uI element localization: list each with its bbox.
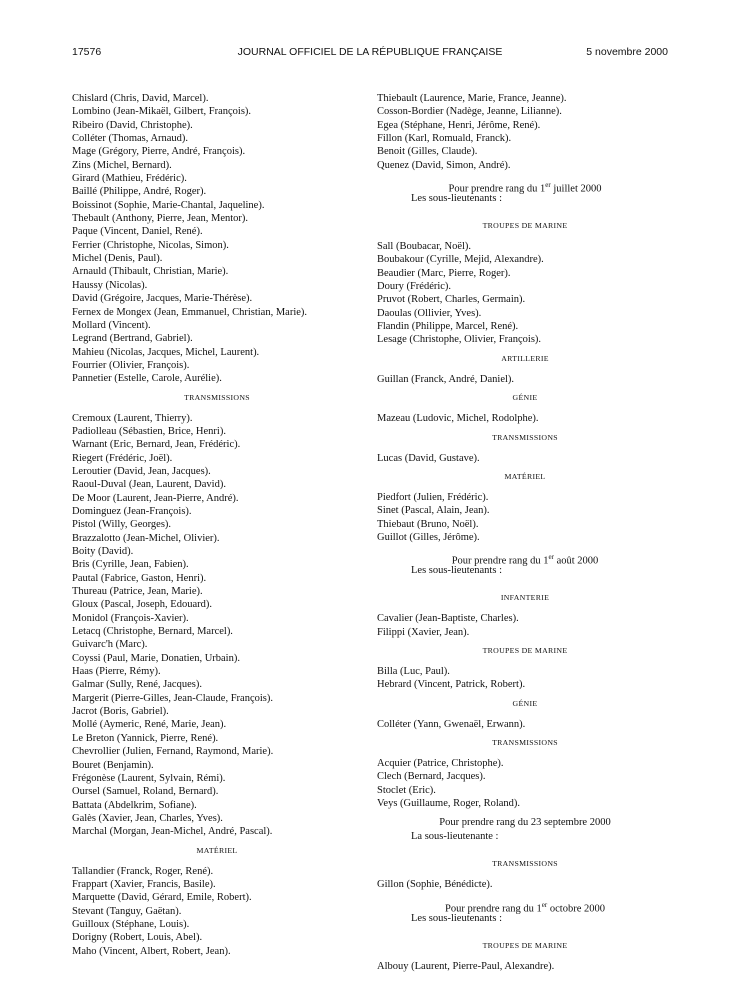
name-entry: Boity (David). (72, 546, 134, 557)
name-entry: Padiolleau (Sébastien, Brice, Henri). (72, 425, 226, 437)
name-entry: Letacq (Christophe, Bernard, Marcel). (72, 626, 233, 638)
name-entry: Clech (Bernard, Jacques). (377, 771, 486, 783)
name-entry: Fernex de Mongex (Jean, Emmanuel, Christian, Marie). (72, 306, 308, 318)
section-heading-genie: GÉNIE (512, 698, 538, 708)
name-entry: Gillon (Sophie, Bénédicte). (377, 879, 493, 891)
section-heading-troupes-de-marine: TROUPES DE MARINE (482, 645, 568, 655)
name-list (377, 373, 673, 386)
name-entry: Albouy (Laurent, Pierre-Paul, Alexandre). (377, 960, 555, 972)
name-entry: Galès (Xavier, Jean, Charles, Yves). (72, 812, 223, 824)
grade-subheading: Les sous-lieutenants : (411, 912, 502, 924)
name-entry: Pistol (Willy, Georges). (72, 519, 172, 531)
name-entry: David (Grégoire, Jacques, Marie-Thérèse). (72, 293, 253, 305)
right-column (377, 92, 673, 973)
name-entry: Mage (Grégory, Pierre, André, François). (72, 146, 246, 158)
name-list (377, 412, 673, 425)
name-entry: Guilloux (Stéphane, Louis). (72, 918, 190, 930)
name-entry: Warnant (Eric, Bernard, Jean, Frédéric). (72, 439, 241, 451)
name-entry: Filippi (Xavier, Jean). (377, 626, 470, 638)
name-entry: Beaudier (Marc, Pierre, Roger). (377, 267, 511, 279)
ordinal-suffix: er (541, 900, 548, 909)
rank-date-text: Pour prendre rang du 1 (444, 903, 542, 915)
name-entry: Sall (Boubacar, Noël). (377, 241, 472, 253)
name-list (377, 960, 673, 973)
name-entry: Maho (Vincent, Albert, Robert, Jean). (72, 945, 231, 957)
name-entry: Frégonèse (Laurent, Sylvain, Rémi). (72, 772, 226, 784)
name-entry: Marchal (Morgan, Jean-Michel, André, Pascal). (72, 826, 273, 838)
section-heading-transmissions: TRANSMISSIONS (492, 432, 558, 442)
section-heading-troupes-de-marine: TROUPES DE MARINE (482, 940, 568, 950)
name-entry: Gloux (Pascal, Joseph, Edouard). (72, 599, 212, 611)
name-entry: Brazzalotto (Jean-Michel, Olivier). (72, 532, 220, 544)
name-entry: Egea (Stéphane, Henri, Jérôme, René). (377, 119, 541, 131)
name-entry: Daoulas (Ollivier, Yves). (377, 307, 482, 319)
name-entry: Battata (Abdelkrim, Sofiane). (72, 799, 197, 811)
rank-date-heading (377, 172, 673, 195)
name-entry: Ribeiro (David, Christophe). (72, 119, 193, 131)
rank-date-text: août 2000 (553, 555, 599, 567)
name-entry: Hebrard (Vincent, Patrick, Robert). (377, 679, 526, 691)
name-entry: Stoclet (Eric). (377, 784, 436, 796)
name-list (377, 92, 673, 172)
name-entry: Lesage (Christophe, Olivier, François). (377, 334, 542, 346)
name-list (72, 865, 362, 958)
name-entry: Monidol (François-Xavier). (72, 612, 189, 624)
name-entry: Oursel (Samuel, Roland, Bernard). (72, 786, 219, 798)
name-entry: Guillan (Franck, André, Daniel). (377, 373, 515, 385)
name-entry: Fourrier (Olivier, François). (72, 359, 190, 371)
name-entry: Lucas (David, Gustave). (377, 452, 480, 464)
name-entry: Mahieu (Nicolas, Jacques, Michel, Laurent). (72, 346, 260, 358)
rank-date-heading (377, 810, 673, 830)
name-entry: Stevant (Tanguy, Gaëtan). (72, 905, 182, 917)
name-entry: Michel (Denis, Paul). (72, 253, 163, 265)
name-entry: Dominguez (Jean-François). (72, 505, 192, 517)
left-column (72, 92, 362, 958)
rank-date-heading (377, 892, 673, 915)
name-entry: Paque (Vincent, Daniel, René). (72, 226, 203, 238)
name-entry: Guillot (Gilles, Jérôme). (377, 531, 480, 543)
grade-subheading: Les sous-lieutenants : (411, 565, 502, 577)
name-entry: Raoul-Duval (Jean, Laurent, David). (72, 479, 226, 491)
name-entry: Tallandier (Franck, Roger, René). (72, 865, 214, 877)
name-entry: Cosson-Bordier (Nadège, Jeanne, Lilianne). (377, 106, 562, 118)
ordinal-suffix: er (548, 553, 554, 562)
name-entry: Frappart (Xavier, Francis, Basile). (72, 878, 216, 890)
section-heading-transmissions: TRANSMISSIONS (184, 392, 250, 402)
name-entry: Cremoux (Laurent, Thierry). (72, 412, 193, 424)
name-list (377, 757, 673, 810)
name-list (72, 92, 362, 386)
name-entry: Pautal (Fabrice, Gaston, Henri). (72, 572, 207, 584)
name-entry: Coyssi (Paul, Marie, Donatien, Urbain). (72, 652, 240, 664)
grade-subheading: Les sous-lieutenants : (411, 193, 502, 205)
section-heading-transmissions: TRANSMISSIONS (492, 737, 558, 747)
name-entry: Pruvot (Robert, Charles, Germain). (377, 294, 526, 306)
name-entry: Marquette (David, Gérard, Emile, Robert). (72, 892, 252, 904)
name-entry: Galmar (Sully, René, Jacques). (72, 679, 202, 691)
name-entry: Baillé (Philippe, André, Roger). (72, 186, 207, 198)
rank-date-text: Pour prendre rang du 1 (448, 183, 546, 195)
name-entry: Mollé (Aymeric, René, Marie, Jean). (72, 719, 227, 731)
name-entry: Chevrollier (Julien, Fernand, Raymond, Marie). (72, 746, 274, 758)
name-entry: Flandin (Philippe, Marcel, René). (377, 321, 519, 333)
section-heading-materiel: MATÉRIEL (504, 471, 546, 481)
name-entry: Haas (Pierre, Rémy). (72, 666, 161, 678)
name-entry: Benoit (Gilles, Claude). (377, 146, 478, 158)
name-entry: Margerit (Pierre-Gilles, Jean-Claude, François). (72, 692, 273, 704)
name-entry: Colléter (Thomas, Arnaud). (72, 133, 189, 145)
name-entry: Jacrot (Boris, Gabriel). (72, 706, 169, 718)
name-entry: Piedfort (Julien, Frédéric). (377, 491, 489, 503)
name-entry: Thureau (Patrice, Jean, Marie). (72, 586, 203, 598)
section-heading-genie: GÉNIE (512, 393, 538, 403)
name-entry: Leroutier (David, Jean, Jacques). (72, 465, 211, 477)
rank-date-text: octobre 2000 (547, 903, 605, 915)
rank-date-text: Pour prendre rang du 23 septembre 2000 (439, 817, 611, 829)
rank-date-text: juillet 2000 (550, 183, 602, 195)
rank-date-heading (377, 544, 673, 567)
ordinal-suffix: er (545, 181, 551, 190)
section-heading-materiel: MATÉRIEL (196, 845, 238, 855)
name-entry: Cavalier (Jean-Baptiste, Charles). (377, 613, 519, 625)
name-entry: Doury (Frédéric). (377, 281, 452, 293)
name-list (377, 491, 673, 544)
name-list (377, 452, 673, 465)
name-entry: Veys (Guillaume, Roger, Roland). (377, 797, 521, 809)
name-entry: Arnauld (Thibault, Christian, Marie). (72, 266, 229, 278)
name-entry: Thiebaut (Bruno, Noël). (377, 518, 479, 530)
page-number: 17576 (72, 46, 102, 58)
name-entry: Bris (Cyrille, Jean, Fabien). (72, 559, 189, 571)
name-entry: Acquier (Patrice, Christophe). (377, 757, 504, 769)
name-entry: Colléter (Yann, Gwenaël, Erwann). (377, 718, 526, 730)
name-entry: Bouret (Benjamin). (72, 759, 154, 771)
issue-date: 5 novembre 2000 (586, 46, 668, 58)
name-entry: Chislard (Chris, David, Marcel). (72, 93, 209, 104)
name-entry: Thiebault (Laurence, Marie, France, Jeanne). (377, 93, 567, 104)
section-heading-transmissions: TRANSMISSIONS (492, 859, 558, 869)
name-entry: Boubakour (Cyrille, Mejid, Alexandre). (377, 254, 544, 266)
name-list (377, 665, 673, 692)
name-entry: Riegert (Frédéric, Joël). (72, 452, 173, 464)
name-entry: Legrand (Bertrand, Gabriel). (72, 333, 193, 345)
section-heading-artillerie: ARTILLERIE (501, 353, 549, 363)
name-entry: Pannetier (Estelle, Carole, Aurélie). (72, 373, 222, 385)
name-entry: Ferrier (Christophe, Nicolas, Simon). (72, 239, 229, 251)
name-entry: Fillon (Karl, Romuald, Franck). (377, 133, 512, 145)
name-entry: Girard (Mathieu, Frédéric). (72, 173, 187, 185)
journal-title: JOURNAL OFFICIEL DE LA RÉPUBLIQUE FRANÇAISE (237, 46, 503, 58)
grade-subheading: La sous-lieutenante : (411, 831, 499, 843)
name-entry: Mollard (Vincent). (72, 319, 151, 331)
name-list (377, 240, 673, 347)
section-heading-troupes-de-marine: TROUPES DE MARINE (482, 221, 568, 231)
name-entry: Quenez (David, Simon, André). (377, 159, 511, 171)
name-entry: Sinet (Pascal, Alain, Jean). (377, 505, 490, 517)
name-list (377, 718, 673, 731)
rank-date-text: Pour prendre rang du 1 (451, 555, 549, 567)
name-entry: Lombino (Jean-Mikaël, Gilbert, François). (72, 106, 252, 118)
name-entry: Boissinot (Sophie, Marie-Chantal, Jaqueline). (72, 199, 265, 211)
name-entry: De Moor (Laurent, Jean-Pierre, André). (72, 492, 239, 504)
page-header (72, 46, 668, 60)
name-entry: Dorigny (Robert, Louis, Abel). (72, 932, 203, 944)
section-heading-infanterie: INFANTERIE (500, 593, 550, 603)
name-entry: Billa (Luc, Paul). (377, 665, 450, 677)
name-entry: Mazeau (Ludovic, Michel, Rodolphe). (377, 413, 539, 425)
name-list (377, 878, 673, 891)
name-entry: Guivarc'h (Marc). (72, 639, 148, 651)
name-entry: Thebault (Anthony, Pierre, Jean, Mentor). (72, 213, 249, 225)
name-list (72, 412, 362, 839)
name-list (377, 612, 673, 639)
name-entry: Zins (Michel, Bernard). (72, 159, 172, 171)
name-entry: Le Breton (Yannick, Pierre, René). (72, 732, 219, 744)
name-entry: Haussy (Nicolas). (72, 279, 148, 291)
